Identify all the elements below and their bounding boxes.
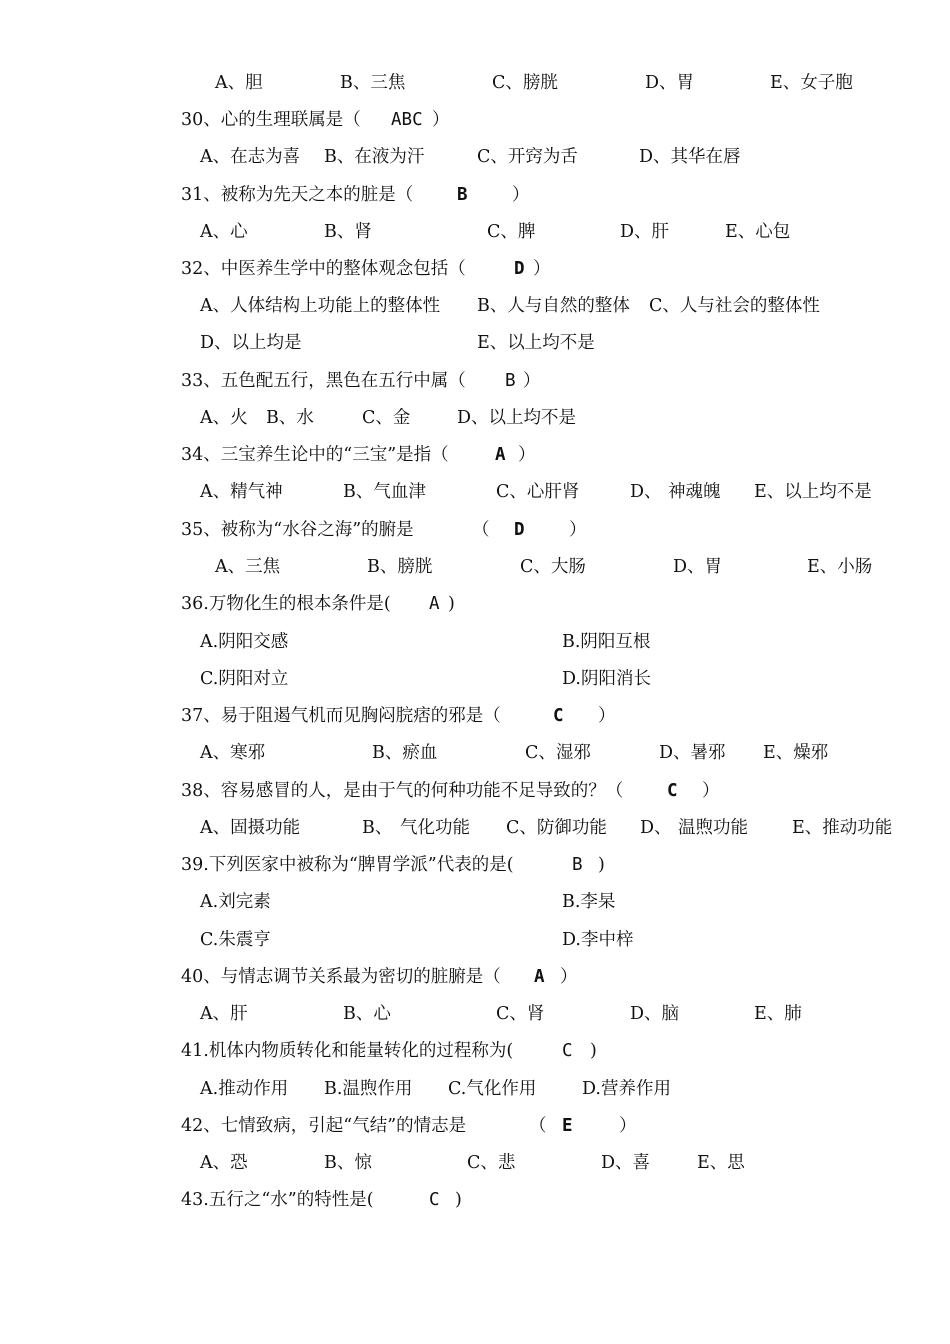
question-bracket: （ (472, 520, 490, 540)
answer: C (667, 781, 678, 801)
question-36 (0, 589, 950, 619)
option: C、心肝肾 (496, 482, 580, 502)
question-bracket: ) (455, 1190, 462, 1210)
answer: D (514, 520, 525, 540)
option: D、胃 (673, 557, 723, 577)
option: A、恐 (200, 1153, 248, 1173)
question-38 (0, 776, 950, 806)
options-row (0, 217, 950, 247)
answer: E (562, 1116, 573, 1136)
options-row (0, 1148, 950, 1178)
question-text: 32、中医养生学中的整体观念包括（ (181, 259, 466, 279)
option: D、喜 (601, 1153, 651, 1173)
answer: C (429, 1190, 440, 1210)
option: E、推动功能 (792, 818, 893, 838)
options-row (0, 328, 950, 358)
options-row (0, 477, 950, 507)
options-row (0, 738, 950, 768)
option: B、气血津 (343, 482, 426, 502)
option: B、肾 (324, 222, 372, 242)
answer: D (514, 259, 525, 279)
option: D、 (630, 482, 662, 502)
option: D、脑 (630, 1004, 680, 1024)
options-row (0, 552, 950, 582)
options-row (0, 1074, 950, 1104)
question-35 (0, 515, 950, 545)
question-bracket: ） (512, 185, 530, 205)
question-text: 43.五行之“水”的特性是( (181, 1190, 374, 1210)
option: A、心 (200, 222, 248, 242)
option: B.阴阳互根 (562, 632, 651, 652)
options-row (0, 142, 950, 172)
option: C、防御功能 (506, 818, 607, 838)
option: A、胆 (215, 73, 263, 93)
option: D、暑邪 (659, 743, 726, 763)
answer: B (505, 371, 516, 391)
option: B、惊 (324, 1153, 372, 1173)
option: E、以上均不是 (477, 333, 595, 353)
question-bracket: ） (560, 967, 578, 987)
question-bracket: ） (702, 781, 720, 801)
question-33 (0, 366, 950, 396)
option: C、脾 (487, 222, 536, 242)
option: A、固摄功能 (200, 818, 301, 838)
answer: C (562, 1041, 573, 1061)
options-row (0, 68, 950, 98)
question-text: 31、被称为先天之本的脏是（ (181, 185, 414, 205)
option: B、膀胱 (367, 557, 433, 577)
option: D、以上均是 (200, 333, 302, 353)
question-bracket: ） (569, 520, 587, 540)
option: D.李中梓 (562, 930, 634, 950)
question-bracket: ) (448, 594, 455, 614)
option: C.气化作用 (448, 1079, 537, 1099)
option: B、心 (343, 1004, 391, 1024)
question-bracket: ) (590, 1041, 597, 1061)
option: E、小肠 (807, 557, 873, 577)
option: C、大肠 (520, 557, 586, 577)
option: A、肝 (200, 1004, 248, 1024)
option: E、燥邪 (763, 743, 829, 763)
option: C、肾 (496, 1004, 545, 1024)
option: A、寒邪 (200, 743, 266, 763)
option: A、三焦 (215, 557, 281, 577)
option: C、膀胱 (492, 73, 558, 93)
question-bracket: ） (518, 445, 536, 465)
option: E、心包 (725, 222, 791, 242)
option: E、以上均不是 (754, 482, 872, 502)
question-text: 38、容易感冒的人，是由于气的何种功能不足导致的？（ (181, 781, 624, 801)
question-text: 34、三宝养生论中的“三宝”是指（ (181, 445, 449, 465)
options-row (0, 925, 950, 955)
question-text: 36.万物化生的根本条件是( (181, 594, 391, 614)
question-bracket: ） (598, 706, 616, 726)
question-text: 41.机体内物质转化和能量转化的过程称为( (181, 1041, 514, 1061)
option: E、肺 (754, 1004, 802, 1024)
question-30 (0, 105, 950, 135)
option: A、火 (200, 408, 248, 428)
options-row (0, 664, 950, 694)
answer: A (534, 967, 545, 987)
question-text: 30、心的生理联属是（ (181, 110, 361, 130)
option: C、湿邪 (525, 743, 591, 763)
option: 神魂魄 (668, 482, 721, 502)
question-42 (0, 1111, 950, 1141)
options-row (0, 403, 950, 433)
question-text: 39.下列医家中被称为“脾胃学派”代表的是( (181, 855, 514, 875)
question-bracket: ） (533, 259, 551, 279)
option: B、瘀血 (372, 743, 438, 763)
question-31 (0, 180, 950, 210)
option: B、 (362, 818, 393, 838)
option: C.阴阳对立 (200, 669, 289, 689)
option: A.阴阳交感 (200, 632, 289, 652)
options-row (0, 291, 950, 321)
option: B、水 (266, 408, 314, 428)
question-bracket: ) (598, 855, 605, 875)
question-text: 33、五色配五行，黑色在五行中属（ (181, 371, 466, 391)
option: E、思 (697, 1153, 745, 1173)
answer: C (553, 706, 564, 726)
option: D、其华在唇 (639, 147, 741, 167)
option: A、在志为喜 (200, 147, 301, 167)
option: 温煦功能 (678, 818, 748, 838)
answer: B (572, 855, 583, 875)
option: D、以上均不是 (457, 408, 577, 428)
options-row (0, 887, 950, 917)
option: B、人与自然的整体 (477, 296, 630, 316)
option: D、肝 (620, 222, 670, 242)
option: E、女子胞 (770, 73, 853, 93)
option: C、开窍为舌 (477, 147, 578, 167)
question-text: 37、易于阻遏气机而见胸闷脘痞的邪是（ (181, 706, 501, 726)
option: A、精气神 (200, 482, 283, 502)
question-bracket: （ (529, 1116, 547, 1136)
options-row (0, 627, 950, 657)
question-bracket: ） (619, 1116, 637, 1136)
question-40 (0, 962, 950, 992)
option: A、人体结构上功能上的整体性 (200, 296, 441, 316)
question-37 (0, 701, 950, 731)
options-row (0, 999, 950, 1029)
question-text: 35、被称为“水谷之海”的腑是 (181, 520, 414, 540)
answer: B (457, 185, 468, 205)
option: B.温煦作用 (324, 1079, 413, 1099)
option: C、人与社会的整体性 (649, 296, 820, 316)
option: C、悲 (467, 1153, 516, 1173)
question-bracket: ） (432, 110, 450, 130)
option: D.营养作用 (582, 1079, 671, 1099)
answer: A (495, 445, 506, 465)
question-41 (0, 1036, 950, 1066)
option: C、金 (362, 408, 411, 428)
option: B.李杲 (562, 892, 616, 912)
option: A.刘完素 (200, 892, 271, 912)
answer: ABC (391, 110, 423, 130)
question-text: 42、七情致病，引起“气结”的情志是 (181, 1116, 467, 1136)
question-bracket: ） (523, 371, 541, 391)
option: B、在液为汗 (324, 147, 425, 167)
options-row (0, 813, 950, 843)
option: D、 (640, 818, 672, 838)
question-39 (0, 850, 950, 880)
answer: A (429, 594, 440, 614)
question-34 (0, 440, 950, 470)
option: A.推动作用 (200, 1079, 289, 1099)
option: C.朱震亨 (200, 930, 271, 950)
option: 气化功能 (400, 818, 470, 838)
question-text: 40、与情志调节关系最为密切的脏腑是（ (181, 967, 501, 987)
option: D、胃 (645, 73, 695, 93)
option: B、三焦 (340, 73, 406, 93)
question-32 (0, 254, 950, 284)
option: D.阴阳消长 (562, 669, 651, 689)
question-43 (0, 1185, 950, 1215)
